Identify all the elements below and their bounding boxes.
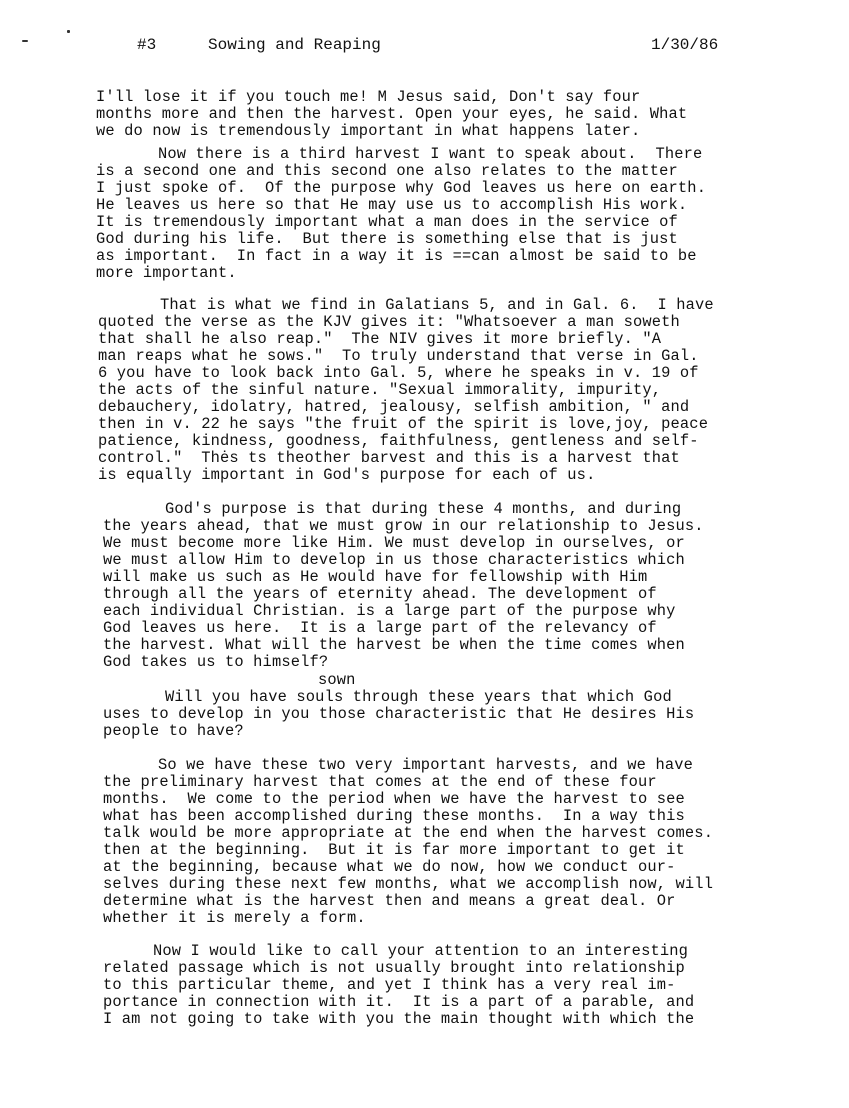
- stray-mark: [22, 40, 28, 42]
- text-line: will make us such as He would have for fellowship with Him: [103, 568, 648, 586]
- text-line: whether it is merely a form.: [103, 909, 366, 927]
- text-line: God leaves us here. It is a large part of the relevancy of: [103, 619, 657, 637]
- text-line: is equally important in God's purpose for each of us.: [98, 466, 596, 484]
- text-line: patience, kindness, goodness, faithfulness, gentleness and self-: [98, 432, 699, 450]
- text-line: determine what is the harvest then and means a great deal. Or: [103, 892, 676, 910]
- text-line: Now there is a third harvest I want to speak about. There: [158, 145, 703, 163]
- inserted-word: sown: [318, 671, 356, 689]
- text-line: related passage which is not usually brought into relationship: [103, 959, 685, 977]
- text-line: we must allow Him to develop in us those characteristics which: [103, 551, 685, 569]
- stray-dot: [67, 30, 70, 33]
- text-line: God takes us to himself?: [103, 653, 329, 671]
- document-title: Sowing and Reaping: [208, 36, 381, 54]
- text-line: at the beginning, because what we do now, how we conduct our-: [103, 858, 676, 876]
- document-date: 1/30/86: [651, 36, 719, 54]
- text-line: We must become more like Him. We must develop in ourselves, or: [103, 534, 685, 552]
- text-line: months more and then the harvest. Open your eyes, he said. What: [96, 105, 688, 123]
- text-line: more important.: [96, 264, 237, 282]
- text-line: the acts of the sinful nature. "Sexual immorality, impurity,: [98, 381, 662, 399]
- text-line: debauchery, idolatry, hatred, jealousy, selfish ambition, " and: [98, 398, 690, 416]
- text-line: That is what we find in Galatians 5, and in Gal. 6. I have: [160, 296, 714, 314]
- text-line: Will you have souls through these years that which God: [165, 688, 672, 706]
- text-line: the preliminary harvest that comes at the end of these four: [103, 773, 657, 791]
- text-line: what has been accomplished during these months. In a way this: [103, 807, 685, 825]
- text-line: control." Thės ts theother barvest and this is a harvest that: [98, 449, 680, 467]
- text-line: selves during these next few months, what we accomplish now, will: [103, 875, 714, 893]
- text-line: He leaves us here so that He may use us to accomplish His work.: [96, 196, 688, 214]
- text-line: to this particular theme, and yet I think has a very real im-: [103, 976, 676, 994]
- text-line: that shall he also reap." The NIV gives it more briefly. "A: [98, 330, 662, 348]
- text-line: portance in connection with it. It is a part of a parable, and: [103, 993, 695, 1011]
- text-line: people to have?: [103, 722, 244, 740]
- text-line: uses to develop in you those characteristic that He desires His: [103, 705, 695, 723]
- text-line: the years ahead, that we must grow in our relationship to Jesus.: [103, 517, 704, 535]
- text-line: I'll lose it if you touch me! M Jesus said, Don't say four: [96, 88, 641, 106]
- page-number: #3: [137, 36, 157, 54]
- text-line: then at the beginning. But it is far more important to get it: [103, 841, 685, 859]
- text-line: 6 you have to look back into Gal. 5, where he speaks in v. 19 of: [98, 364, 699, 382]
- text-line: man reaps what he sows." To truly understand that verse in Gal.: [98, 347, 699, 365]
- text-line: So we have these two very important harvests, and we have: [158, 756, 693, 774]
- text-line: is a second one and this second one also relates to the matter: [96, 162, 678, 180]
- text-line: as important. In fact in a way it is ==can almost be said to be: [96, 247, 697, 265]
- text-line: I just spoke of. Of the purpose why God leaves us here on earth.: [96, 179, 707, 197]
- text-line: talk would be more appropriate at the end when the harvest comes.: [103, 824, 714, 842]
- text-line: quoted the verse as the KJV gives it: "Whatsoever a man soweth: [98, 313, 680, 331]
- text-line: God's purpose is that during these 4 months, and during: [165, 500, 682, 518]
- text-line: we do now is tremendously important in what happens later.: [96, 122, 641, 140]
- text-line: the harvest. What will the harvest be when the time comes when: [103, 636, 685, 654]
- text-line: It is tremendously important what a man does in the service of: [96, 213, 678, 231]
- text-line: Now I would like to call your attention to an interesting: [153, 942, 688, 960]
- text-line: months. We come to the period when we have the harvest to see: [103, 790, 685, 808]
- text-line: I am not going to take with you the main thought with which the: [103, 1010, 695, 1028]
- text-line: God during his life. But there is something else that is just: [96, 230, 678, 248]
- text-line: then in v. 22 he says "the fruit of the spirit is love,joy, peace: [98, 415, 709, 433]
- text-line: each individual Christian. is a large part of the purpose why: [103, 602, 676, 620]
- text-line: through all the years of eternity ahead. The development of: [103, 585, 657, 603]
